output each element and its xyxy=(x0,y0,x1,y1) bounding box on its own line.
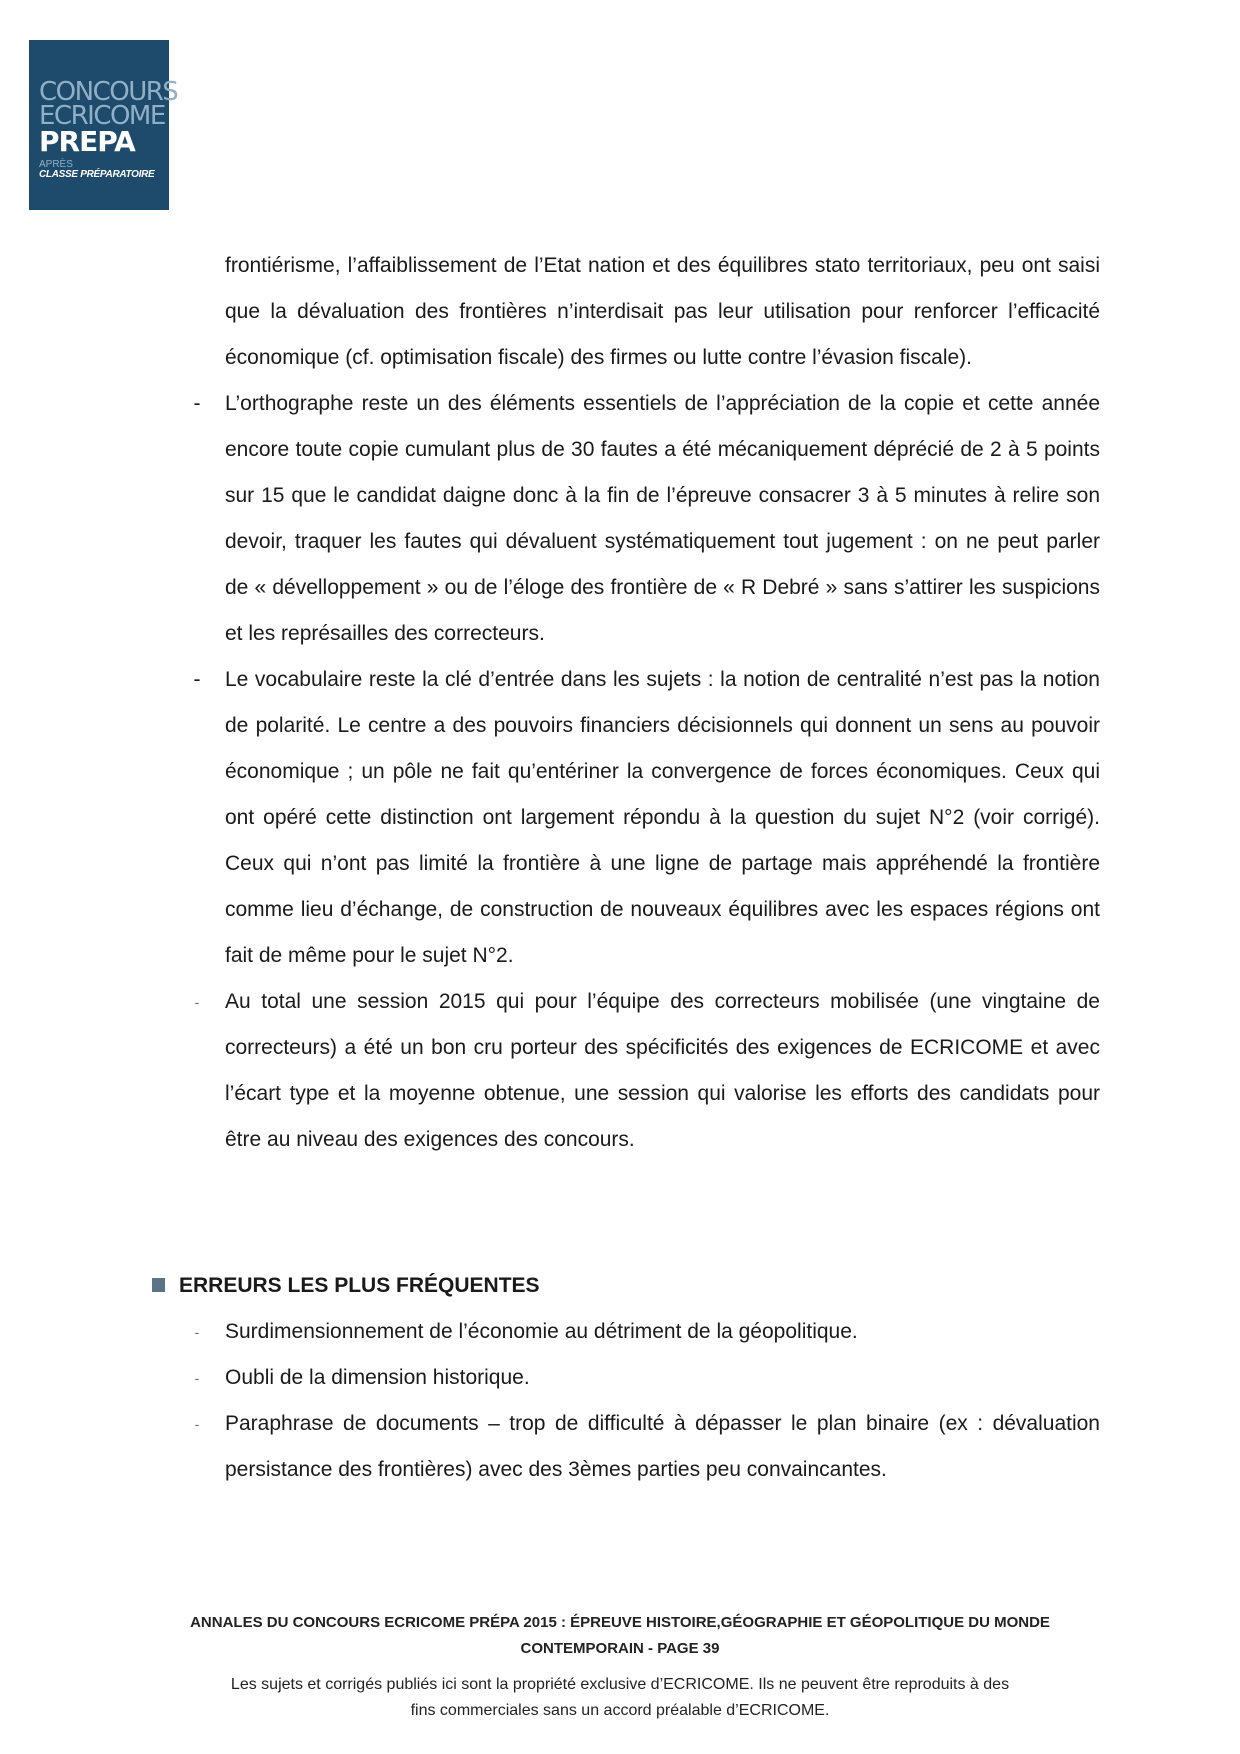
list-item-text: Paraphrase de documents – trop de difficulté à dépasser le plan binaire (ex : dévaluation persistance des frontières) avec des 3èmes parties peu convaincantes. xyxy=(225,1412,1100,1481)
list-item-text: Surdimensionnement de l’économie au détriment de la géopolitique. xyxy=(225,1320,858,1343)
footer-title-line-2: CONTEMPORAIN - PAGE 39 xyxy=(520,1640,720,1657)
list-marker: - xyxy=(193,668,201,691)
error-list-item xyxy=(194,1309,1100,1355)
list-marker: - xyxy=(194,1416,200,1432)
section-heading-text: ERREURS LES PLUS FRÉQUENTES xyxy=(179,1274,540,1297)
error-list-item xyxy=(194,1401,1100,1493)
list-item-text: Oubli de la dimension historique. xyxy=(225,1366,530,1389)
section-heading-errors xyxy=(179,1263,1240,1309)
copyright-line-1: Les sujets et corrigés publiés ici sont la propriété exclusive d’ECRICOME. Ils ne peuvent être reproduits à des xyxy=(230,1676,1010,1693)
list-item xyxy=(193,657,1100,979)
list-marker: - xyxy=(194,994,200,1010)
list-marker: - xyxy=(194,1324,200,1340)
list-item-text: Le vocabulaire reste la clé d’entrée dans les sujets : la notion de centralité n’est pas la notion de polarité. Le centre a des pouvoirs financiers décisionnels qui donnent un sens au pouvoir économique ; un pôle ne fait qu’entériner la convergence de forces économiques. Ceux qui ont opéré cette distinction ont largement répondu à la question du sujet N°2 (voir corrigé). Ceux qui n’ont pas limité la frontière à une ligne de partage mais appréhendé la frontière comme lieu d’échange, de construction de nouveaux équilibres avec les espaces régions ont fait de même pour le sujet N°2. xyxy=(225,668,1100,967)
footer-title-line-1: ANNALES DU CONCOURS ECRICOME PRÉPA 2015 : ÉPREUVE HISTOIRE,GÉOGRAPHIE ET GÉOPOLITIQUE DU MONDE xyxy=(190,1614,1050,1631)
square-bullet-icon xyxy=(152,1278,165,1292)
list-item-text: Au total une session 2015 qui pour l’équipe des correcteurs mobilisée (une vingtaine de correcteurs) a été un bon cru porteur des spécificités des exigences de ECRICOME et avec l’écart type et la moyenne obtenue, une session qui valorise les efforts des candidats pour être au niveau des exigences des concours. xyxy=(225,990,1100,1151)
list-item-text: L’orthographe reste un des éléments essentiels de l’appréciation de la copie et cette année encore toute copie cumulant plus de 30 fautes a été mécaniquement déprécié de 2 à 5 points sur 15 que le candidat daigne donc à la fin de l’épreuve consacrer 3 à 5 minutes à relire son devoir, traquer les fautes qui dévaluent systématiquement tout jugement : on ne peut parler de « dévelloppement » ou de l’éloge des frontière de « R Debré » sans s’attirer les suspicions et les représailles des correcteurs. xyxy=(225,392,1100,645)
page-body xyxy=(0,243,1240,1493)
continuation-paragraph: frontiérisme, l’affaiblissement de l’Etat nation et des équilibres stato territoriaux, peu ont saisi que la dévaluation des frontières n’interdisait pas leur utilisation pour renforcer l’efficacité économique (cf. optimisation fiscale) des firmes ou lutte contre l’évasion fiscale). xyxy=(225,254,1100,369)
list-marker: - xyxy=(193,392,201,415)
logo-line-ecricome: ECRICOME xyxy=(39,101,165,131)
logo-line-concours: CONCOURS xyxy=(39,77,178,107)
list-marker: - xyxy=(194,1370,200,1386)
list-item xyxy=(193,381,1100,657)
logo-line-prepa: PREPA xyxy=(39,125,135,158)
copyright-notice xyxy=(0,1672,1240,1724)
error-list-item xyxy=(194,1355,1100,1401)
ecricome-logo xyxy=(29,40,178,210)
logo-line-classe-preparatoire: CLASSE PRÉPARATOIRE xyxy=(39,169,155,180)
running-footer-title xyxy=(0,1610,1240,1662)
list-item xyxy=(194,979,1100,1163)
copyright-line-2: fins commerciales sans un accord préalable d’ECRICOME. xyxy=(410,1702,830,1719)
logo-line-apres: APRÈS xyxy=(39,159,73,170)
